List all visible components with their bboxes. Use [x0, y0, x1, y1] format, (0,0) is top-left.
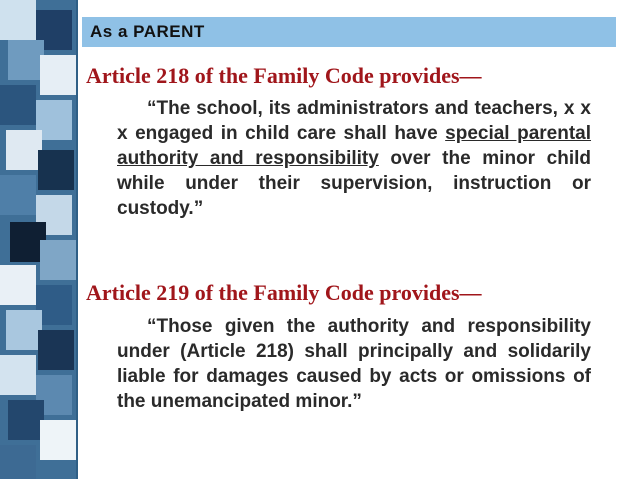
decorative-tile [38, 330, 74, 370]
article-218-heading: Article 218 of the Family Code provides— [86, 63, 482, 88]
decorative-tile [8, 40, 44, 80]
decorative-tile [0, 175, 36, 215]
decorative-tile [8, 400, 44, 440]
decorative-tile [0, 445, 36, 479]
section-header-bar [82, 17, 616, 47]
decorative-tile [38, 150, 74, 190]
decorative-tile [0, 355, 36, 395]
decorative-tile [40, 420, 76, 460]
decorative-tile [40, 55, 76, 95]
section-header-label: As a PARENT [90, 22, 205, 41]
article-218-quote [117, 96, 591, 221]
decorative-side-strip [0, 0, 76, 479]
decorative-tile [0, 0, 36, 40]
divider-line [76, 0, 78, 479]
article-218-underlined-text: special parental authority and responsibility [117, 123, 592, 169]
decorative-tile [0, 85, 36, 125]
decorative-tile [0, 265, 36, 305]
decorative-tile [40, 240, 76, 280]
article-219-heading: Article 219 of the Family Code provides— [86, 280, 482, 305]
article-219-quote: “Those given the authority and responsibility under (Article 218) shall principally and solidarily liable for damages caused by acts or omissions of the unemancipated minor.” [117, 316, 591, 412]
decorative-tile [6, 310, 42, 350]
article-218-text-part-1: “The school, its administrators and teachers, x x x engaged in child care shall have [117, 98, 591, 144]
decorative-tile [6, 130, 42, 170]
article-218-text-part-2: over the minor child while under their supervision, instruction or custody.” [117, 148, 591, 219]
